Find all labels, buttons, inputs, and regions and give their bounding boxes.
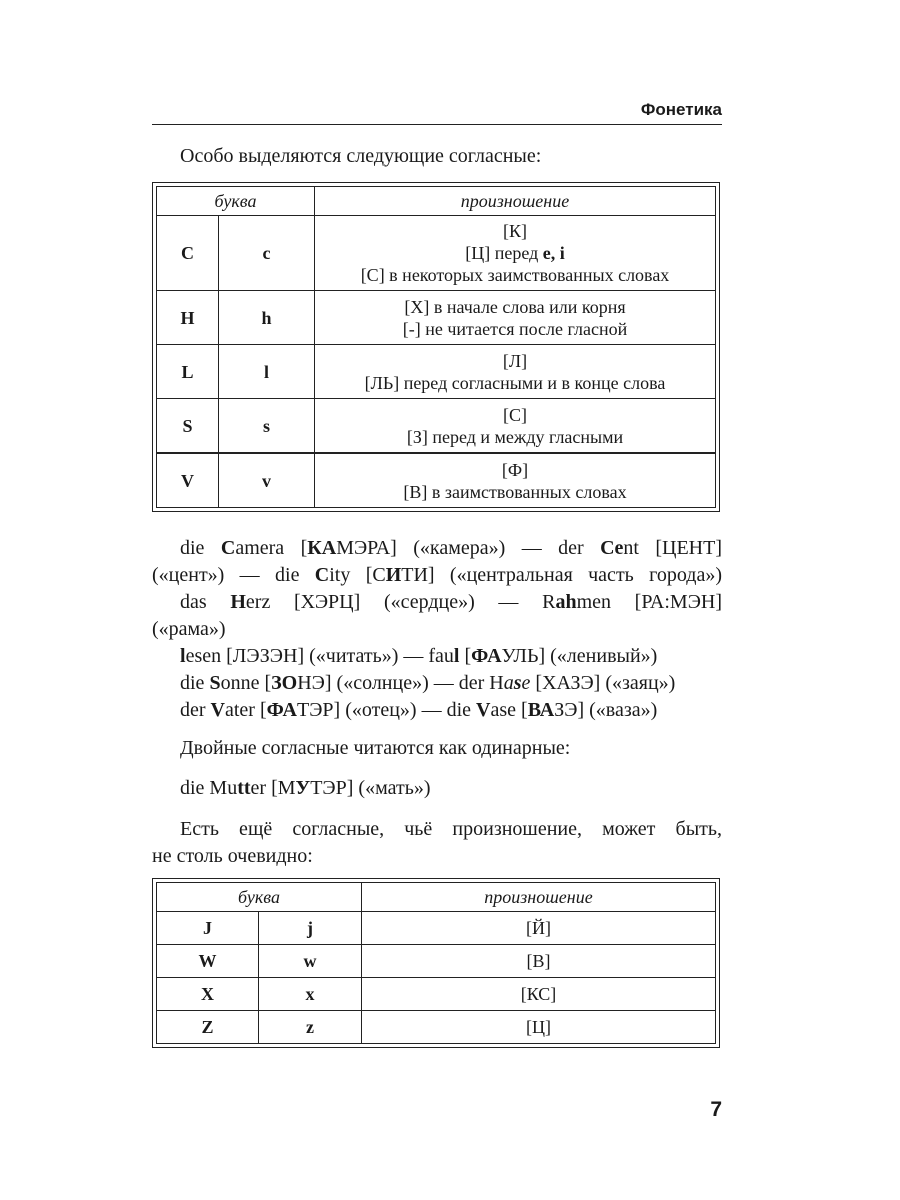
- header-rule: [152, 124, 722, 125]
- example-line: das Herz [ХЭРЦ] («сердце») — Rahmen [РА:МЭН]: [180, 591, 723, 613]
- example-line: lesen [ЛЭЗЭН] («читать») — faul [ФАУЛЬ] («ленивый»): [180, 645, 658, 667]
- pron-line: [Ф]: [501, 459, 529, 480]
- letter-lower: h: [219, 291, 315, 345]
- table-row: [157, 978, 716, 1011]
- example-line: («цент») — die City [СИТИ] («центральная часть города»): [152, 564, 722, 586]
- pronunciation-cell: [315, 345, 716, 399]
- pronunciation-cell: [315, 291, 716, 345]
- pron-line: [В] в заимствованных словах: [403, 481, 627, 502]
- pron-line: [С]: [503, 404, 527, 425]
- letter-upper: W: [157, 945, 259, 978]
- pronunciation-cell: [Ц]: [362, 1011, 716, 1044]
- table-row: [157, 216, 716, 291]
- letter-upper: S: [157, 399, 219, 454]
- pron-line: [Ц] перед e, i: [465, 243, 565, 263]
- letter-lower: v: [219, 453, 315, 508]
- intro-paragraph-3-cont: не столь очевидно:: [152, 845, 313, 867]
- pron-line: [Х] в начале слова или корня: [404, 296, 626, 317]
- letter-upper: C: [157, 216, 219, 291]
- pronunciation-cell: [315, 216, 716, 291]
- consonants-table-2: [152, 878, 720, 1048]
- column-header-pronunciation: произношение: [362, 883, 716, 912]
- pronunciation-cell: [Й]: [362, 912, 716, 945]
- example-line: die Sonne [ЗОНЭ] («солнце») — der Hase [ХАЗЭ] («заяц»): [180, 672, 676, 694]
- column-header-letter: буква: [157, 187, 315, 216]
- pron-line: [С] в некоторых заимствованных словах: [360, 265, 670, 285]
- column-header-pronunciation: произношение: [315, 187, 716, 216]
- pron-line: [ЛЬ] перед согласными и в конце слова: [364, 372, 666, 393]
- pronunciation-cell: [315, 453, 716, 508]
- letter-upper: V: [157, 453, 219, 508]
- pron-line: [Л]: [502, 350, 528, 371]
- pronunciation-cell: [315, 399, 716, 454]
- letter-lower: x: [259, 978, 362, 1011]
- letter-upper: L: [157, 345, 219, 399]
- intro-paragraph-3: Есть ещё согласные, чьё произношение, может быть,: [180, 818, 722, 840]
- pron-line: [-] не читается после гласной: [402, 318, 628, 339]
- intro-paragraph-2: Двойные согласные читаются как одинарные:: [180, 737, 571, 759]
- letter-lower: w: [259, 945, 362, 978]
- letter-lower: c: [219, 216, 315, 291]
- letter-lower: s: [219, 399, 315, 454]
- column-header-letter: буква: [157, 883, 362, 912]
- example-line: der Vater [ФАТЭР] («отец») — die Vase [ВАЗЭ] («ваза»): [180, 699, 658, 721]
- table-row: [157, 453, 716, 508]
- pronunciation-cell: [КС]: [362, 978, 716, 1011]
- pron-line: [К]: [503, 221, 527, 241]
- letter-lower: j: [259, 912, 362, 945]
- letter-lower: l: [219, 345, 315, 399]
- page-number: 7: [710, 1098, 722, 1121]
- example-line: die Camera [КАМЭРА] («камера») — der Cent [ЦЕНТ]: [180, 537, 723, 559]
- letter-upper: Z: [157, 1011, 259, 1044]
- table-row: [157, 399, 716, 454]
- letter-lower: z: [259, 1011, 362, 1044]
- table-row: [157, 345, 716, 399]
- running-header: Фонетика: [640, 100, 722, 119]
- table-row: [157, 945, 716, 978]
- pronunciation-cell: [В]: [362, 945, 716, 978]
- table-row: [157, 1011, 716, 1044]
- example-line: («рама»): [152, 618, 226, 640]
- letter-upper: J: [157, 912, 259, 945]
- consonants-table-1: [152, 182, 720, 512]
- letter-upper: X: [157, 978, 259, 1011]
- table-row: [157, 291, 716, 345]
- intro-paragraph-1: Особо выделяются следующие согласные:: [180, 145, 542, 167]
- letter-upper: H: [157, 291, 219, 345]
- example-double: die Mutter [МУТЭР] («мать»): [180, 777, 431, 799]
- pron-line: [З] перед и между гласными: [406, 426, 624, 447]
- table-row: [157, 912, 716, 945]
